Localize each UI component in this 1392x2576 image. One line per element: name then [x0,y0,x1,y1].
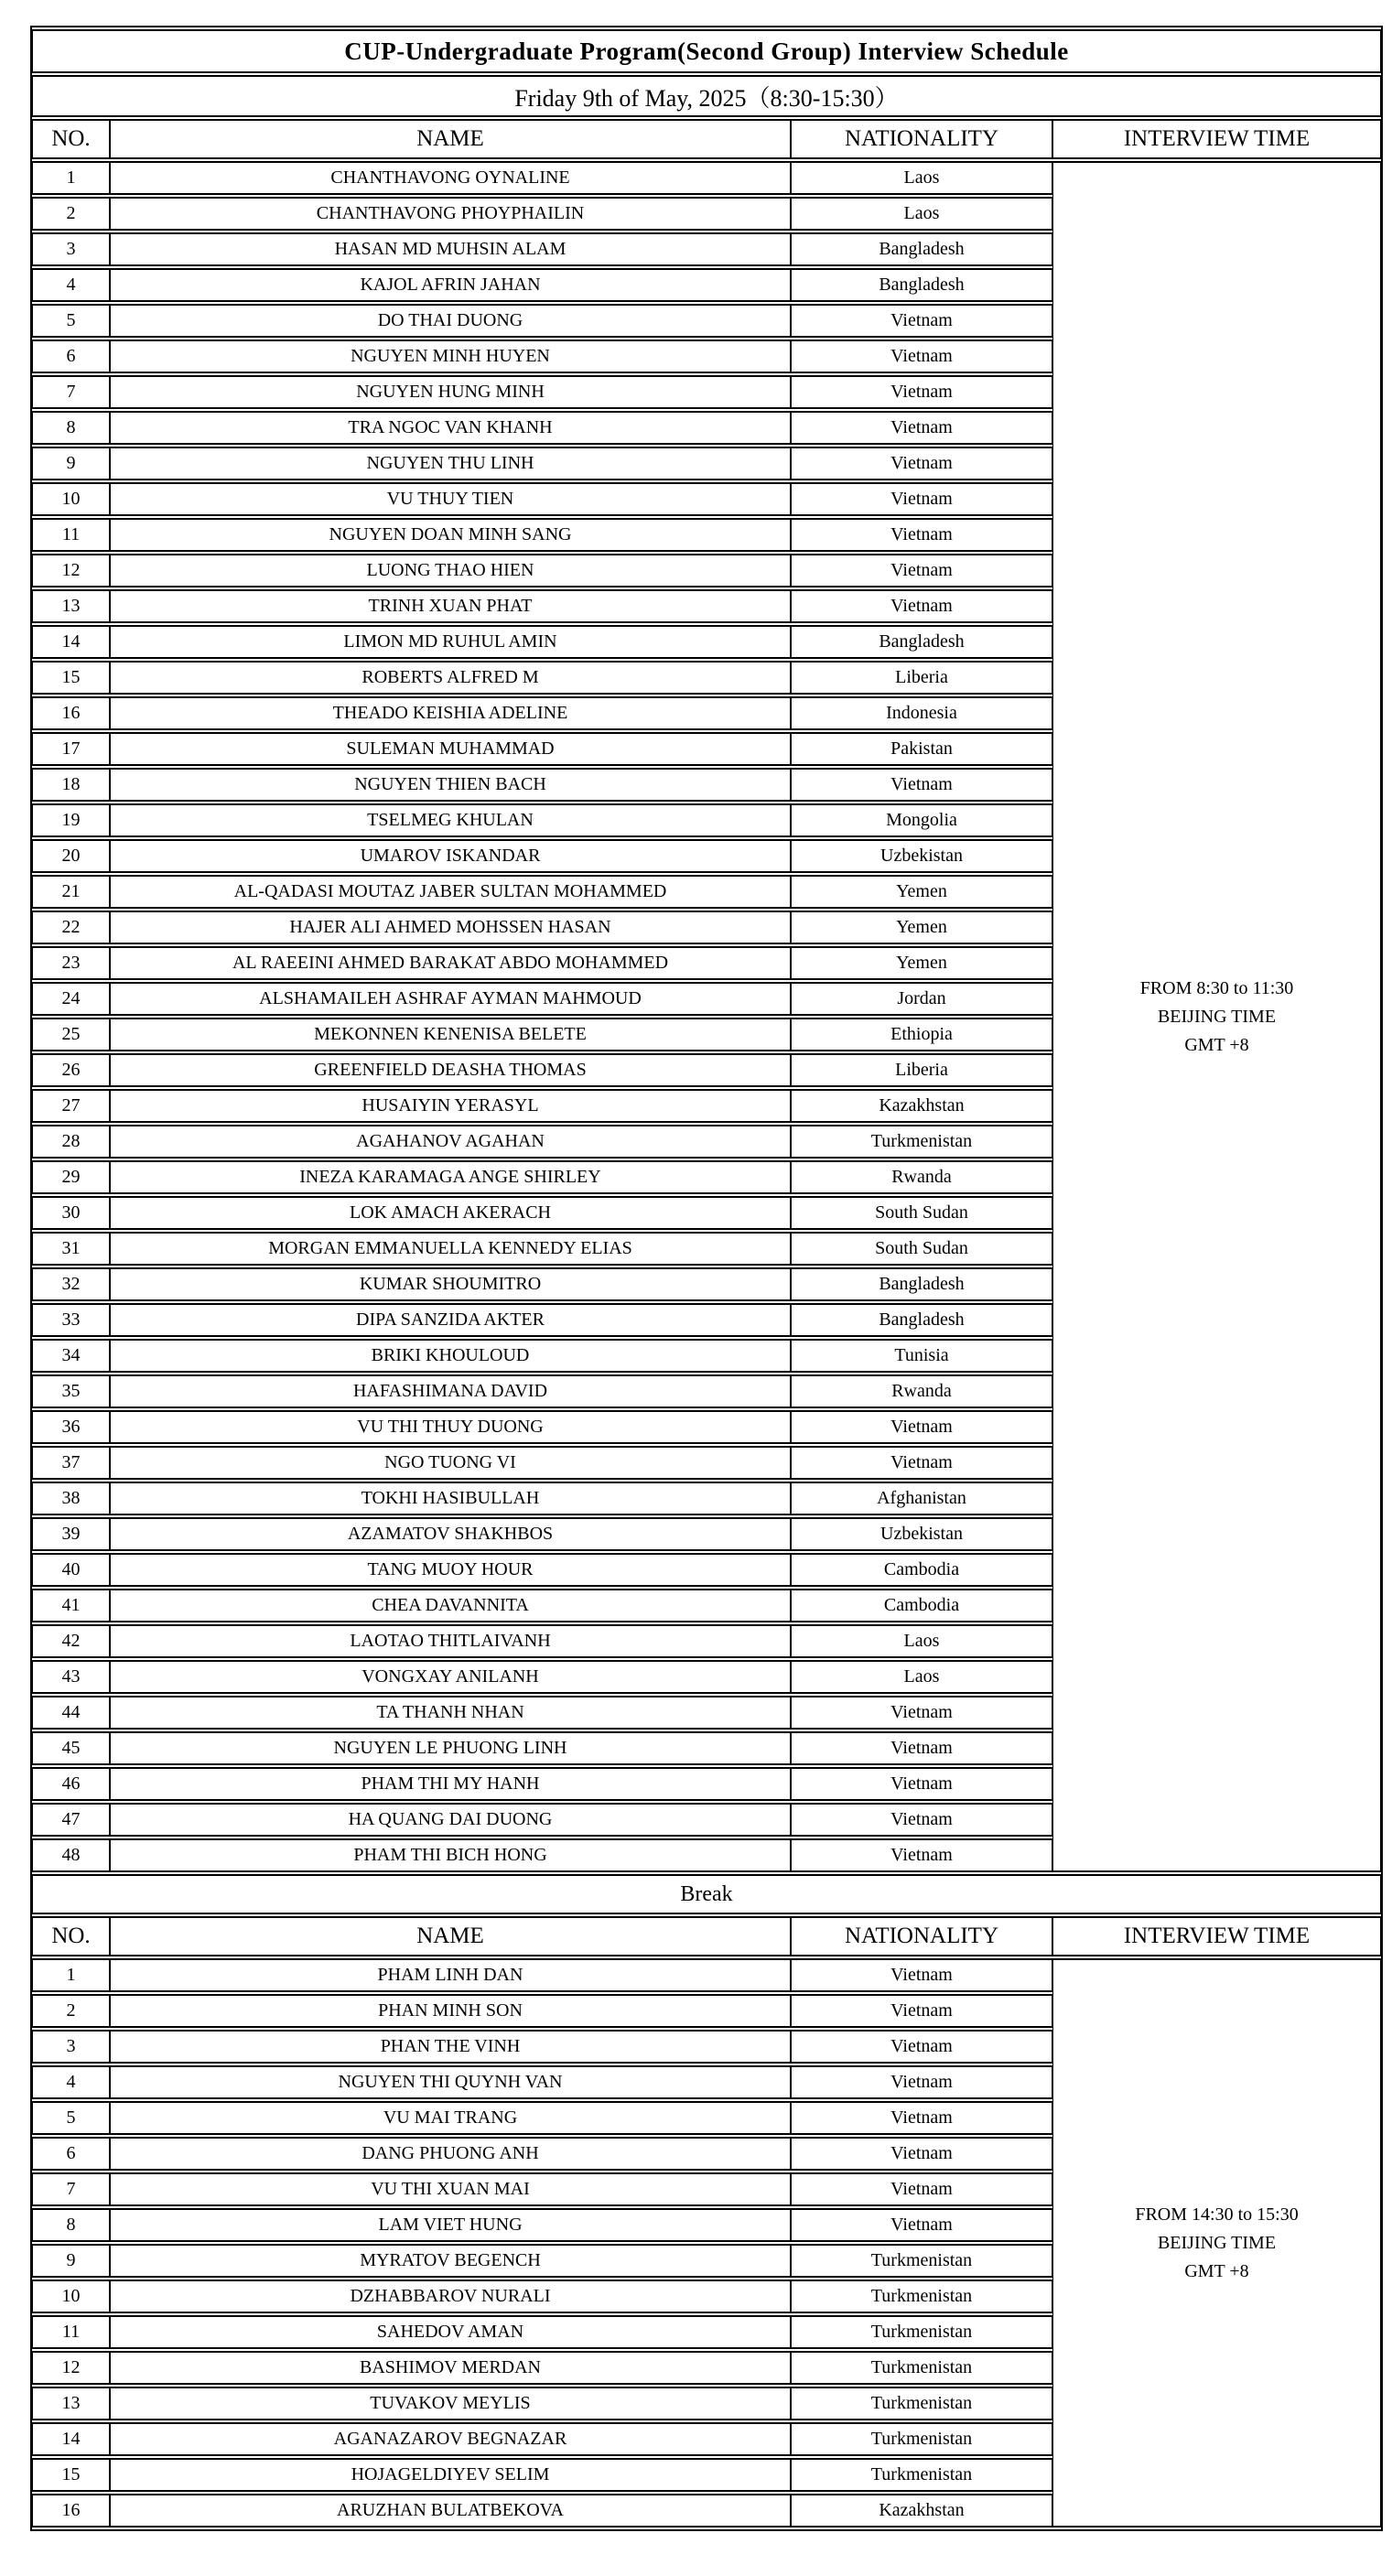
row-number-cell: 13 [32,589,110,623]
name-cell: AL-QADASI MOUTAZ JABER SULTAN MOHAMMED [110,875,791,909]
nationality-cell: Rwanda [791,1374,1052,1408]
name-cell: NGUYEN LE PHUONG LINH [110,1731,791,1765]
row-number-cell: 35 [32,1374,110,1408]
interview-time-zone: BEIJING TIME [1157,2232,1277,2253]
nationality-cell: Laos [791,161,1052,195]
nationality-cell: Turkmenistan [791,1125,1052,1159]
nationality-cell: Rwanda [791,1160,1052,1194]
row-number-cell: 21 [32,875,110,909]
column-header-name: NAME [110,119,791,159]
nationality-cell: Tunisia [791,1339,1052,1373]
name-cell: ARUZHAN BULATBEKOVA [110,2494,791,2527]
name-cell: CHANTHAVONG PHOYPHAILIN [110,197,791,231]
row-number-cell: 23 [32,946,110,980]
row-number-cell: 14 [32,625,110,659]
row-number-cell: 47 [32,1803,110,1837]
nationality-cell: Vietnam [791,1410,1052,1444]
name-cell: PHAN THE VINH [110,2030,791,2064]
name-cell: VONGXAY ANILANH [110,1660,791,1694]
row-number-cell: 32 [32,1267,110,1301]
table-row [32,1958,1381,1992]
row-number-cell: 43 [32,1660,110,1694]
subtitle-row [32,75,1381,117]
name-cell: TSELMEG KHULAN [110,803,791,837]
nationality-cell: Vietnam [791,447,1052,480]
row-number-cell: 30 [32,1196,110,1230]
row-number-cell: 27 [32,1089,110,1123]
name-cell: HA QUANG DAI DUONG [110,1803,791,1837]
nationality-cell: Jordan [791,982,1052,1016]
row-number-cell: 29 [32,1160,110,1194]
nationality-cell: Vietnam [791,2030,1052,2064]
nationality-cell: Vietnam [791,1696,1052,1730]
row-number-cell: 46 [32,1767,110,1801]
name-cell: NGUYEN DOAN MINH SANG [110,518,791,552]
nationality-cell: Liberia [791,1053,1052,1087]
nationality-cell: Yemen [791,946,1052,980]
nationality-cell: Vietnam [791,1958,1052,1992]
nationality-cell: Bangladesh [791,1267,1052,1301]
title-row [32,29,1381,73]
nationality-cell: Turkmenistan [791,2244,1052,2278]
row-number-cell: 33 [32,1303,110,1337]
name-cell: HASAN MD MUHSIN ALAM [110,232,791,266]
header-row-session1 [32,119,1381,159]
schedule-date: Friday 9th of May, 2025（8:30-15:30） [32,75,1381,117]
name-cell: BASHIMOV MERDAN [110,2351,791,2385]
name-cell: KUMAR SHOUMITRO [110,1267,791,1301]
row-number-cell: 24 [32,982,110,1016]
row-number-cell: 25 [32,1018,110,1051]
nationality-cell: Turkmenistan [791,2351,1052,2385]
column-header-interview-time: INTERVIEW TIME [1052,119,1381,159]
row-number-cell: 36 [32,1410,110,1444]
name-cell: HOJAGELDIYEV SELIM [110,2458,791,2492]
name-cell: CHEA DAVANNITA [110,1589,791,1622]
row-number-cell: 37 [32,1446,110,1480]
name-cell: VU THUY TIEN [110,482,791,516]
interview-time-gmt: GMT +8 [1184,2260,1249,2281]
row-number-cell: 3 [32,2030,110,2064]
name-cell: TRINH XUAN PHAT [110,589,791,623]
table-row [32,161,1381,195]
nationality-cell: Vietnam [791,1731,1052,1765]
row-number-cell: 39 [32,1517,110,1551]
nationality-cell: Cambodia [791,1553,1052,1587]
row-number-cell: 38 [32,1482,110,1515]
row-number-cell: 4 [32,2065,110,2099]
name-cell: DZHABBAROV NURALI [110,2280,791,2313]
row-number-cell: 6 [32,2137,110,2171]
name-cell: MORGAN EMMANUELLA KENNEDY ELIAS [110,1232,791,1266]
nationality-cell: Kazakhstan [791,2494,1052,2527]
name-cell: VU THI THUY DUONG [110,1410,791,1444]
nationality-cell: Turkmenistan [791,2458,1052,2492]
row-number-cell: 10 [32,2280,110,2313]
row-number-cell: 45 [32,1731,110,1765]
name-cell: SULEMAN MUHAMMAD [110,732,791,766]
nationality-cell: Mongolia [791,803,1052,837]
nationality-cell: Vietnam [791,768,1052,802]
row-number-cell: 8 [32,2208,110,2242]
nationality-cell: Vietnam [791,518,1052,552]
row-number-cell: 5 [32,304,110,338]
name-cell: INEZA KARAMAGA ANGE SHIRLEY [110,1160,791,1194]
name-cell: PHAN MINH SON [110,1994,791,2028]
name-cell: LAM VIET HUNG [110,2208,791,2242]
nationality-cell: Yemen [791,875,1052,909]
name-cell: LOK AMACH AKERACH [110,1196,791,1230]
row-number-cell: 2 [32,1994,110,2028]
nationality-cell: Vietnam [791,1446,1052,1480]
row-number-cell: 16 [32,696,110,730]
nationality-cell: Vietnam [791,589,1052,623]
nationality-cell: Vietnam [791,340,1052,373]
nationality-cell: Bangladesh [791,625,1052,659]
row-number-cell: 22 [32,911,110,944]
row-number-cell: 6 [32,340,110,373]
name-cell: DO THAI DUONG [110,304,791,338]
name-cell: HUSAIYIN YERASYL [110,1089,791,1123]
name-cell: LIMON MD RUHUL AMIN [110,625,791,659]
name-cell: LUONG THAO HIEN [110,554,791,587]
column-header-no: NO. [32,119,110,159]
row-number-cell: 1 [32,161,110,195]
name-cell: ALSHAMAILEH ASHRAF AYMAN MAHMOUD [110,982,791,1016]
row-number-cell: 16 [32,2494,110,2527]
name-cell: TOKHI HASIBULLAH [110,1482,791,1515]
name-cell: NGUYEN THIEN BACH [110,768,791,802]
nationality-cell: South Sudan [791,1196,1052,1230]
row-number-cell: 42 [32,1624,110,1658]
column-header-nationality: NATIONALITY [791,1916,1052,1956]
nationality-cell: Vietnam [791,1994,1052,2028]
row-number-cell: 10 [32,482,110,516]
nationality-cell: Vietnam [791,2208,1052,2242]
nationality-cell: Liberia [791,661,1052,695]
name-cell: DIPA SANZIDA AKTER [110,1303,791,1337]
row-number-cell: 9 [32,2244,110,2278]
nationality-cell: Vietnam [791,2172,1052,2206]
name-cell: AGANAZAROV BEGNAZAR [110,2422,791,2456]
nationality-cell: Laos [791,1624,1052,1658]
row-number-cell: 26 [32,1053,110,1087]
row-number-cell: 12 [32,2351,110,2385]
row-number-cell: 5 [32,2101,110,2135]
name-cell: THEADO KEISHIA ADELINE [110,696,791,730]
nationality-cell: Afghanistan [791,1482,1052,1515]
nationality-cell: Turkmenistan [791,2280,1052,2313]
column-header-name: NAME [110,1916,791,1956]
nationality-cell: Vietnam [791,1803,1052,1837]
name-cell: NGUYEN MINH HUYEN [110,340,791,373]
break-label: Break [32,1874,1381,1914]
name-cell: AZAMATOV SHAKHBOS [110,1517,791,1551]
row-number-cell: 15 [32,661,110,695]
row-number-cell: 3 [32,232,110,266]
header-row-session2 [32,1916,1381,1956]
name-cell: MEKONNEN KENENISA BELETE [110,1018,791,1051]
name-cell: DANG PHUONG ANH [110,2137,791,2171]
nationality-cell: Bangladesh [791,268,1052,302]
name-cell: KAJOL AFRIN JAHAN [110,268,791,302]
row-number-cell: 44 [32,1696,110,1730]
row-number-cell: 4 [32,268,110,302]
name-cell: HAJER ALI AHMED MOHSSEN HASAN [110,911,791,944]
row-number-cell: 34 [32,1339,110,1373]
row-number-cell: 20 [32,839,110,873]
nationality-cell: Laos [791,197,1052,231]
interview-time-zone: BEIJING TIME [1157,1006,1277,1027]
name-cell: MYRATOV BEGENCH [110,2244,791,2278]
nationality-cell: Yemen [791,911,1052,944]
nationality-cell: Kazakhstan [791,1089,1052,1123]
name-cell: NGUYEN THU LINH [110,447,791,480]
name-cell: GREENFIELD DEASHA THOMAS [110,1053,791,1087]
nationality-cell: Vietnam [791,2137,1052,2171]
nationality-cell: Uzbekistan [791,839,1052,873]
nationality-cell: Turkmenistan [791,2422,1052,2456]
row-number-cell: 31 [32,1232,110,1266]
row-number-cell: 14 [32,2422,110,2456]
nationality-cell: Indonesia [791,696,1052,730]
row-number-cell: 41 [32,1589,110,1622]
nationality-cell: Vietnam [791,482,1052,516]
nationality-cell: Vietnam [791,2065,1052,2099]
name-cell: TUVAKOV MEYLIS [110,2387,791,2420]
row-number-cell: 12 [32,554,110,587]
row-number-cell: 9 [32,447,110,480]
name-cell: SAHEDOV AMAN [110,2315,791,2349]
name-cell: PHAM THI BICH HONG [110,1838,791,1872]
interview-time-range: FROM 8:30 to 11:30 [1139,977,1294,998]
page-title: CUP-Undergraduate Program(Second Group) Interview Schedule [32,29,1381,73]
break-row [32,1874,1381,1914]
nationality-cell: Vietnam [791,1838,1052,1872]
nationality-cell: Uzbekistan [791,1517,1052,1551]
nationality-cell: Bangladesh [791,1303,1052,1337]
nationality-cell: South Sudan [791,1232,1052,1266]
row-number-cell: 7 [32,375,110,409]
row-number-cell: 28 [32,1125,110,1159]
row-number-cell: 40 [32,1553,110,1587]
name-cell: BRIKI KHOULOUD [110,1339,791,1373]
nationality-cell: Vietnam [791,304,1052,338]
name-cell: VU MAI TRANG [110,2101,791,2135]
interview-time-range: FROM 14:30 to 15:30 [1135,2204,1299,2225]
name-cell: PHAM THI MY HANH [110,1767,791,1801]
name-cell: TRA NGOC VAN KHANH [110,411,791,445]
row-number-cell: 1 [32,1958,110,1992]
row-number-cell: 2 [32,197,110,231]
nationality-cell: Vietnam [791,411,1052,445]
row-number-cell: 18 [32,768,110,802]
name-cell: VU THI XUAN MAI [110,2172,791,2206]
nationality-cell: Vietnam [791,375,1052,409]
interview-schedule-table [32,27,1381,2529]
column-header-nationality: NATIONALITY [791,119,1052,159]
nationality-cell: Vietnam [791,2101,1052,2135]
name-cell: AL RAEEINI AHMED BARAKAT ABDO MOHAMMED [110,946,791,980]
row-number-cell: 11 [32,518,110,552]
nationality-cell: Pakistan [791,732,1052,766]
column-header-no: NO. [32,1916,110,1956]
name-cell: NGUYEN HUNG MINH [110,375,791,409]
schedule-table-border [30,26,1383,2531]
name-cell: NGUYEN THI QUYNH VAN [110,2065,791,2099]
name-cell: TANG MUOY HOUR [110,1553,791,1587]
row-number-cell: 48 [32,1838,110,1872]
nationality-cell: Vietnam [791,554,1052,587]
nationality-cell: Laos [791,1660,1052,1694]
name-cell: TA THANH NHAN [110,1696,791,1730]
row-number-cell: 15 [32,2458,110,2492]
name-cell: LAOTAO THITLAIVANH [110,1624,791,1658]
name-cell: CHANTHAVONG OYNALINE [110,161,791,195]
row-number-cell: 8 [32,411,110,445]
row-number-cell: 13 [32,2387,110,2420]
nationality-cell: Turkmenistan [791,2387,1052,2420]
name-cell: AGAHANOV AGAHAN [110,1125,791,1159]
column-header-interview-time: INTERVIEW TIME [1052,1916,1381,1956]
name-cell: PHAM LINH DAN [110,1958,791,1992]
nationality-cell: Ethiopia [791,1018,1052,1051]
name-cell: HAFASHIMANA DAVID [110,1374,791,1408]
name-cell: ROBERTS ALFRED M [110,661,791,695]
row-number-cell: 7 [32,2172,110,2206]
nationality-cell: Bangladesh [791,232,1052,266]
interview-time-gmt: GMT +8 [1184,1034,1249,1055]
name-cell: NGO TUONG VI [110,1446,791,1480]
nationality-cell: Vietnam [791,1767,1052,1801]
row-number-cell: 19 [32,803,110,837]
name-cell: UMAROV ISKANDAR [110,839,791,873]
nationality-cell: Cambodia [791,1589,1052,1622]
interview-time-cell [1052,1958,1381,2527]
interview-time-cell [1052,161,1381,1872]
row-number-cell: 17 [32,732,110,766]
row-number-cell: 11 [32,2315,110,2349]
nationality-cell: Turkmenistan [791,2315,1052,2349]
